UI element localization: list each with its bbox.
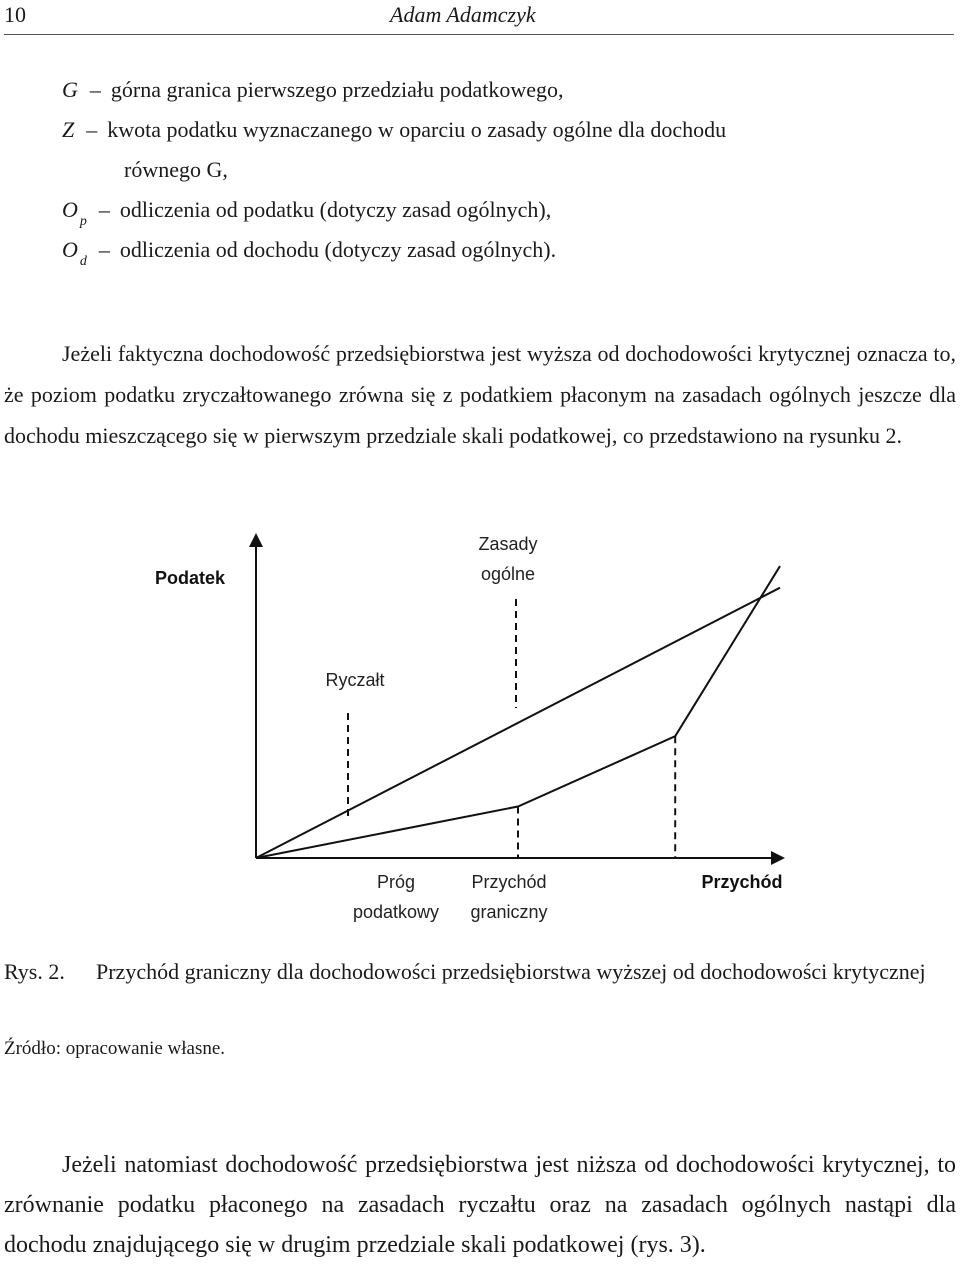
zasady-label-line2: ogólne	[480, 564, 536, 584]
graniczny-label-line1: Przychód	[471, 872, 547, 892]
ryczalt-label: Ryczałt	[325, 670, 385, 690]
definition-op	[62, 194, 551, 234]
series-line-ryczalt	[256, 588, 780, 858]
definition-symbol: O	[62, 237, 78, 262]
prog-label-line1: Próg	[376, 872, 416, 892]
series-line-zasady-ogolne	[256, 566, 780, 858]
definition-g	[62, 74, 564, 114]
definition-continuation: równego G,	[124, 157, 228, 182]
definition-symbol: G	[62, 77, 78, 102]
definition-text: kwota podatku wyznaczanego w oparciu o zasady ogólne dla dochodu	[107, 117, 727, 142]
prog-label-line2: podatkowy	[352, 902, 440, 922]
header-rule	[4, 34, 954, 35]
definition-subscript: d	[79, 254, 87, 269]
graniczny-label-line2: graniczny	[470, 902, 548, 922]
page-header	[0, 0, 960, 34]
zasady-label-line1: Zasady	[478, 534, 538, 554]
paragraph-1: Jeżeli faktyczna dochodowość przedsiębiorstwa jest wyższa od dochodowości krytycznej oznacza to, że poziom podatku zryczałtowanego zrówna się z podatkiem płaconym na zasadach ogólnych jeszcze dla dochodu mieszczącego się w pierwszym przedziale skali podatkowej, co przedstawiono na rysunku 2.	[4, 341, 956, 448]
figure-2-chart	[0, 520, 960, 940]
chart-marks	[256, 566, 780, 858]
definition-od	[62, 234, 556, 274]
definition-z	[62, 114, 726, 154]
y-axis-label: Podatek	[154, 568, 226, 588]
definition-text: odliczenia od dochodu (dotyczy zasad ogólnych).	[119, 237, 557, 262]
caption-number: Rys. 2.	[4, 959, 65, 984]
definition-dash: –	[89, 77, 101, 102]
definition-text: górna granica pierwszego przedziału podatkowego,	[110, 77, 564, 102]
definition-dash: –	[98, 237, 110, 262]
definition-dash: –	[98, 197, 110, 222]
definition-symbol: O	[62, 197, 78, 222]
caption-text: Przychód graniczny dla dochodowości przedsiębiorstwa wyższej od dochodowości krytycznej	[96, 959, 926, 984]
page-number: 10	[4, 2, 26, 27]
running-head: Adam Adamczyk	[390, 2, 536, 27]
figure-source: Źródło: opracowanie własne.	[4, 1038, 226, 1059]
definition-dash: –	[86, 117, 98, 142]
x-axis-label: Przychód	[701, 872, 783, 892]
definition-symbol: Z	[62, 117, 75, 142]
definition-text: odliczenia od podatku (dotyczy zasad ogólnych),	[119, 197, 552, 222]
paragraph-2: Jeżeli natomiast dochodowość przedsiębiorstwa jest niższa od dochodowości krytycznej, to zrównanie podatku płaconego na zasadach ryczałtu oraz na zasadach ogólnych nastąpi dla dochodu znajdującego się w drugim przedziale skali podatkowej (rys. 3).	[4, 1152, 956, 1258]
definition-subscript: p	[79, 214, 87, 229]
